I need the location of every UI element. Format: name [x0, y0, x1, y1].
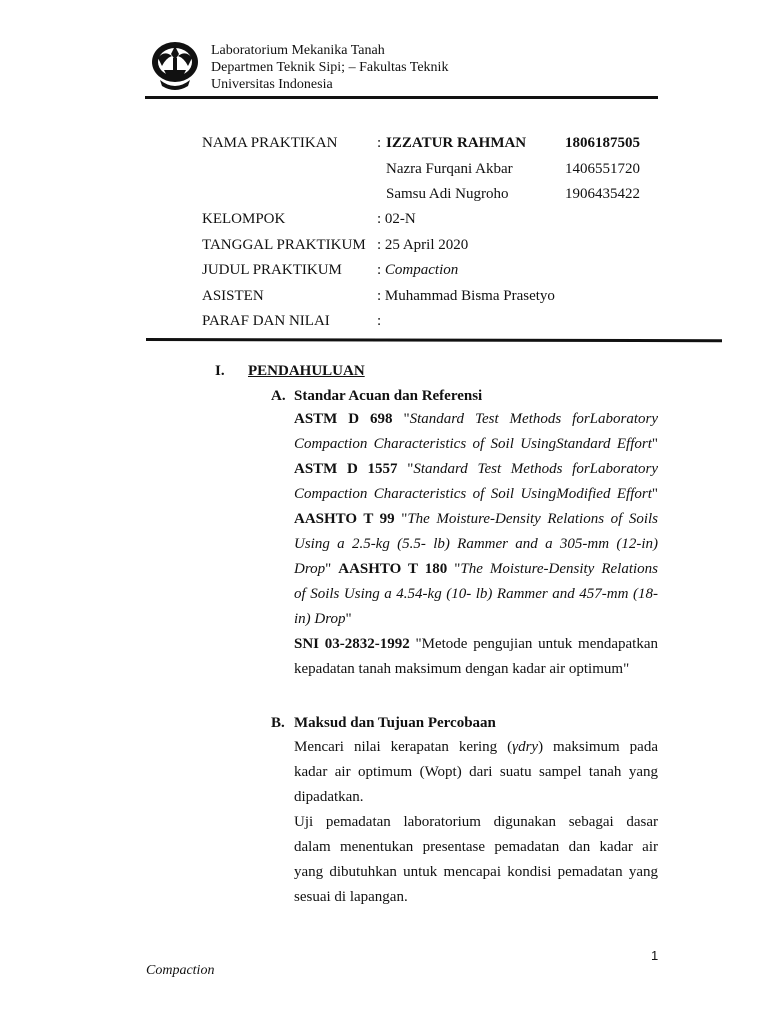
reference-line: of Soils Using a 4.54-kg (10- lb) Rammer and 457-mm (18- — [294, 586, 658, 602]
tanggal-label: TANGGAL PRAKTIKUM — [202, 237, 366, 253]
header-divider — [145, 96, 658, 99]
section-number: I. — [215, 363, 225, 379]
asisten-label: ASISTEN — [202, 288, 264, 304]
nama-praktikan-label: NAMA PRAKTIKAN — [202, 135, 338, 151]
paragraph-line: Uji pemadatan laboratorium digunakan sebagai dasar — [294, 814, 658, 830]
judul-label: JUDUL PRAKTIKUM — [202, 262, 342, 278]
subsection-letter: B. — [271, 715, 285, 731]
member-id: 1406551720 — [565, 161, 640, 177]
reference-line: Drop" AASHTO T 180 "The Moisture-Density Relations — [294, 561, 658, 577]
kelompok-label: KELOMPOK — [202, 211, 286, 227]
paragraph-line: sesuai di lapangan. — [294, 889, 408, 905]
subsection-title: Standar Acuan dan Referensi — [294, 388, 483, 404]
member-name: Nazra Furqani Akbar — [386, 161, 513, 177]
reference-line: Using a 2.5-kg (5.5- lb) Rammer and a 305-mm (12-in) — [294, 536, 658, 552]
paraf-label: PARAF DAN NILAI — [202, 313, 330, 329]
tanggal-value: : 25 April 2020 — [377, 237, 469, 253]
footer-running-title: Compaction — [146, 963, 215, 978]
kelompok-value: : 02-N — [377, 211, 416, 227]
paragraph-line: Mencari nilai kerapatan kering (γdry) maksimum pada — [294, 739, 658, 755]
subsection-title: Maksud dan Tujuan Percobaan — [294, 715, 496, 731]
paragraph-line: kadar air optimum (Wopt) dari suatu sampel tanah yang — [294, 764, 658, 780]
university-logo-icon — [150, 40, 200, 92]
header-lab-name: Laboratorium Mekanika Tanah — [211, 43, 385, 58]
reference-line: kepadatan tanah maksimum dengan kadar air optimum" — [294, 661, 630, 677]
page-number: 1 — [651, 948, 659, 963]
reference-line: AASHTO T 99 "The Moisture-Density Relations of Soils — [294, 511, 658, 527]
asisten-value: : Muhammad Bisma Prasetyo — [377, 288, 555, 304]
member-id: 1806187505 — [565, 135, 640, 151]
colon: : — [377, 135, 382, 151]
header-department: Departmen Teknik Sipi; – Fakultas Teknik — [211, 60, 449, 75]
paragraph-line: yang dibutuhkan untuk mencapai kondisi pemadatan yang — [294, 864, 658, 880]
reference-line: Compaction Characteristics of Soil UsingModified Effort" — [294, 486, 658, 502]
reference-line: in) Drop" — [294, 611, 352, 627]
reference-line: SNI 03-2832-1992 "Metode pengujian untuk mendapatkan — [294, 636, 658, 652]
subsection-letter: A. — [271, 388, 286, 404]
paragraph-line: dipadatkan. — [294, 789, 364, 805]
member-name: Samsu Adi Nugroho — [386, 186, 509, 202]
section-title: PENDAHULUAN — [248, 363, 365, 379]
reference-line: Compaction Characteristics of Soil UsingStandard Effort" — [294, 436, 658, 452]
reference-line: ASTM D 1557 "Standard Test Methods forLaboratory — [294, 461, 658, 477]
info-divider — [146, 338, 722, 342]
member-id: 1906435422 — [565, 186, 640, 202]
references-list — [294, 407, 658, 682]
purpose-paragraphs — [294, 735, 658, 910]
paragraph-line: dalam menentukan presentase pemadatan dan kadar air — [294, 839, 658, 855]
paraf-value: : — [377, 313, 382, 329]
reference-line: ASTM D 698 "Standard Test Methods forLaboratory — [294, 411, 658, 427]
header-university: Universitas Indonesia — [211, 77, 333, 92]
member-name: IZZATUR RAHMAN — [386, 135, 527, 151]
judul-value: : Compaction — [377, 262, 459, 278]
